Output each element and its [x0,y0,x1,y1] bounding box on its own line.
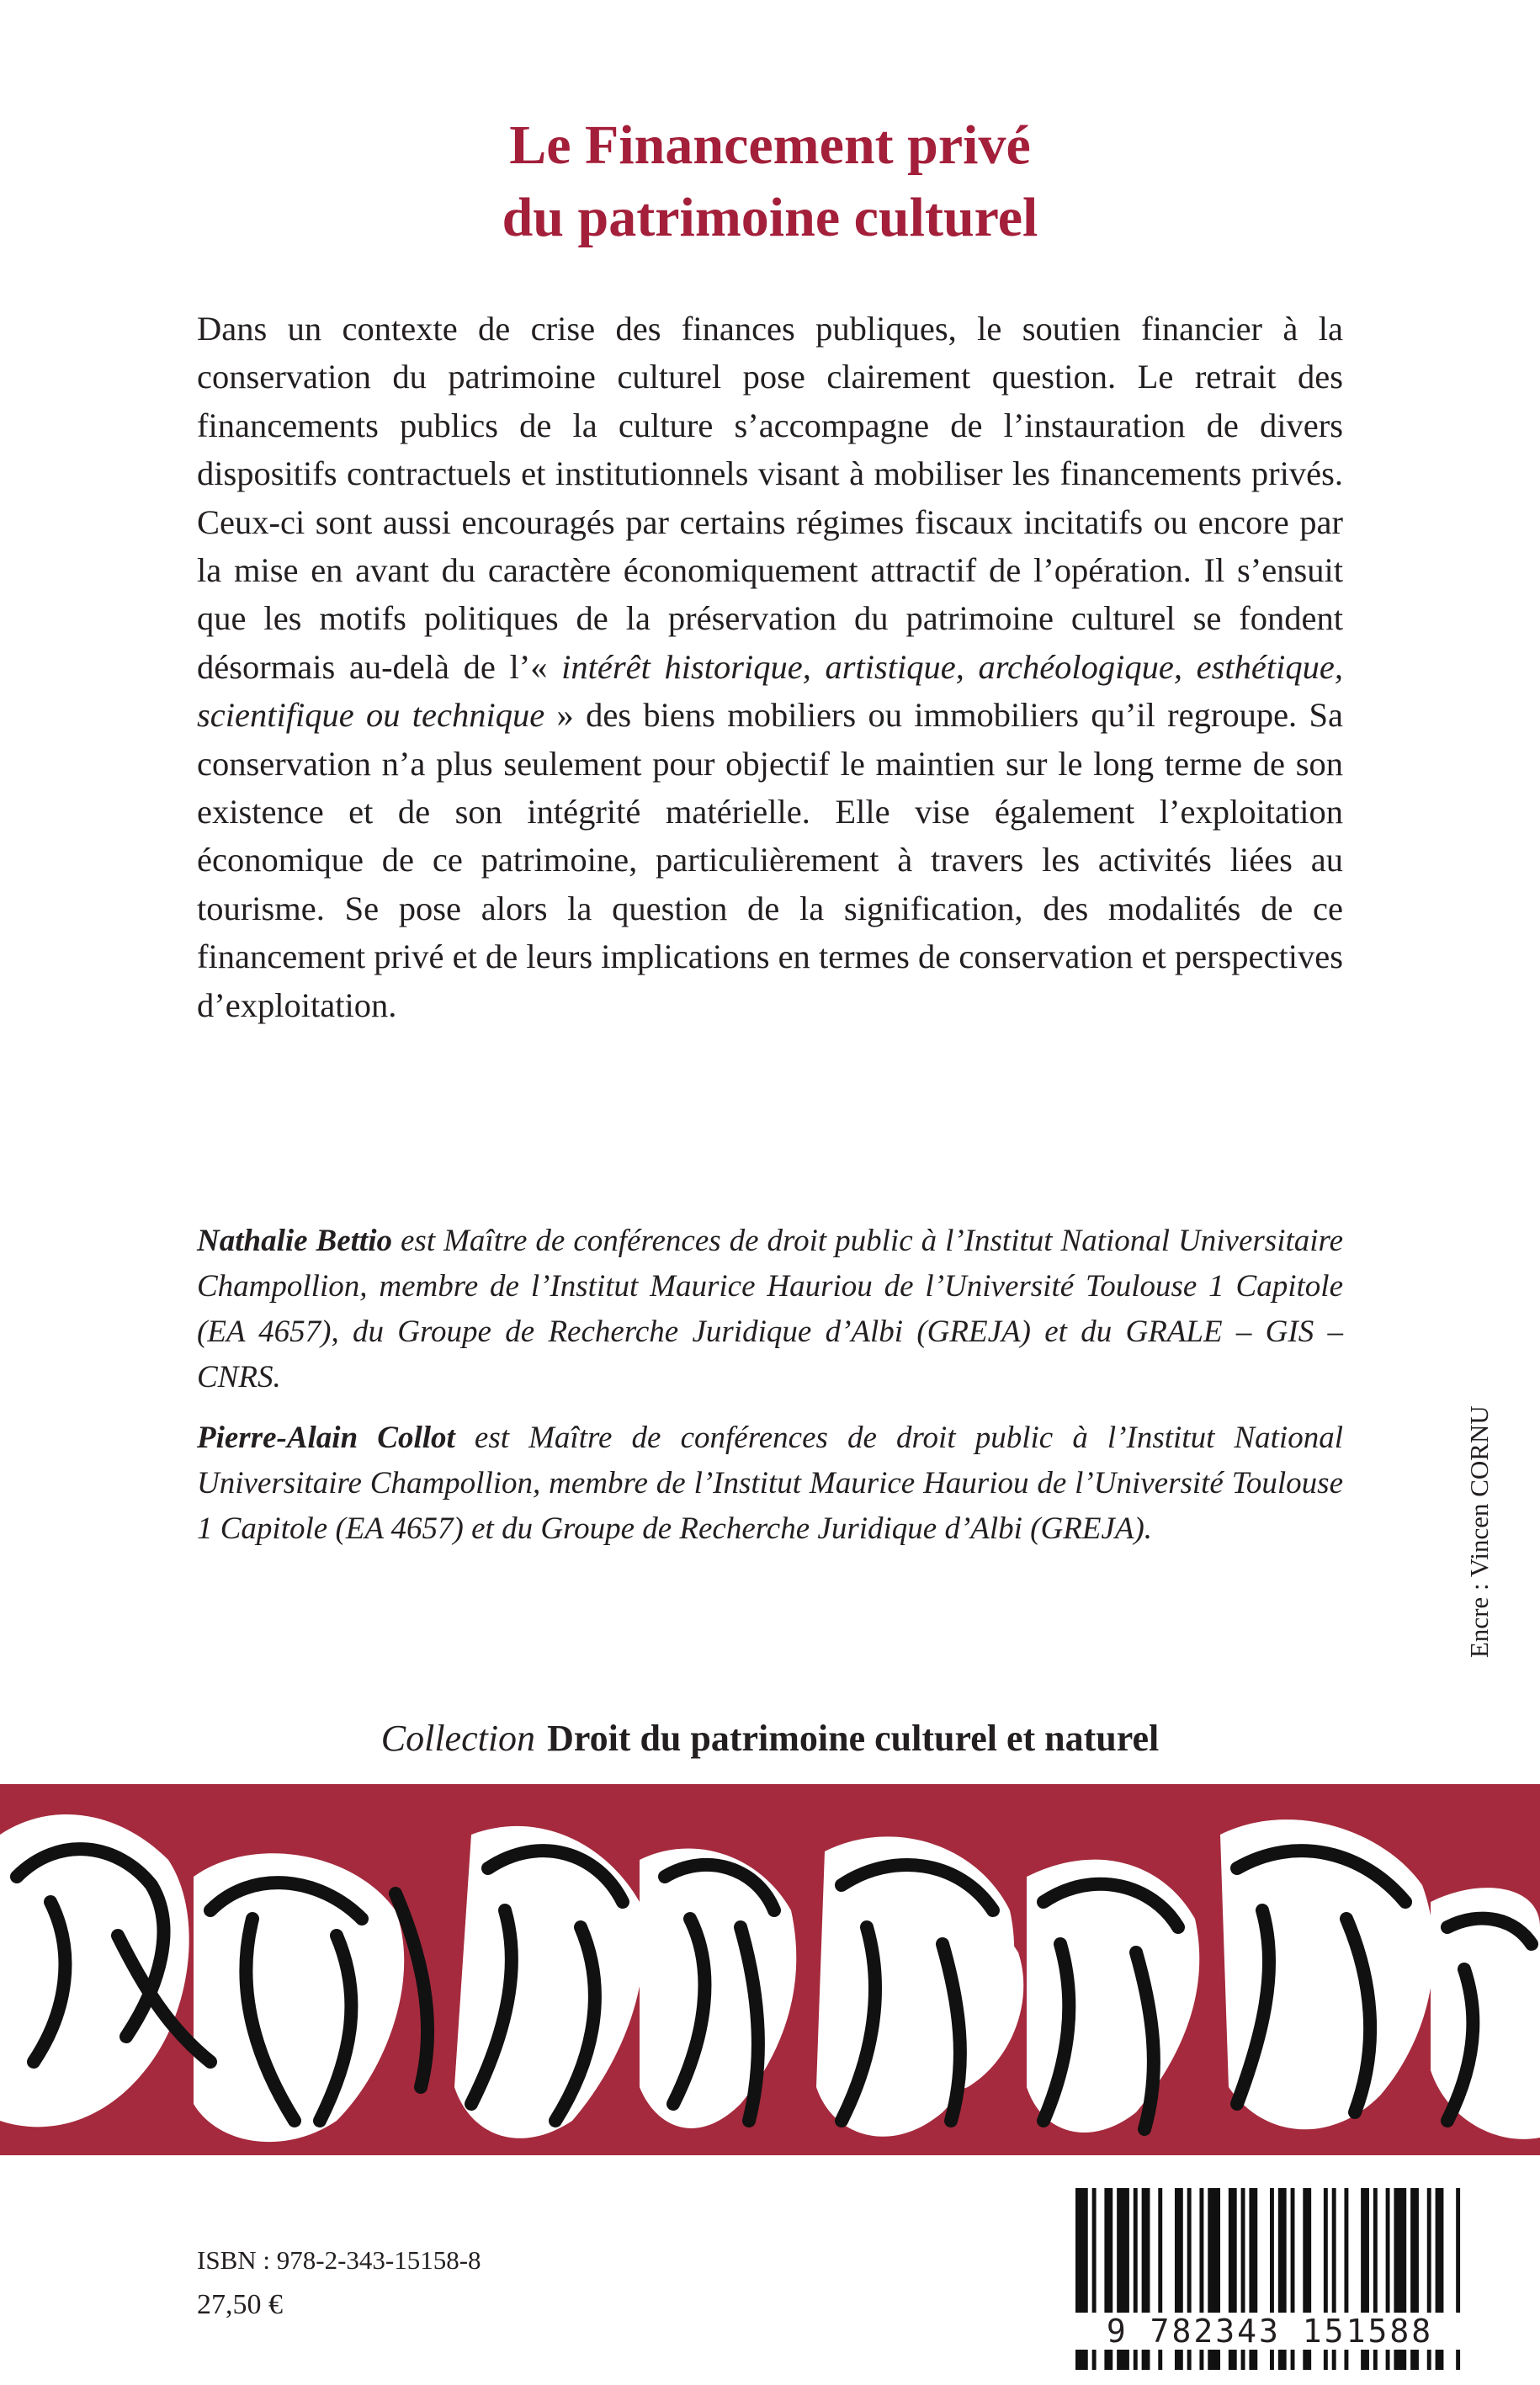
summary-text [197,305,1343,1029]
summary-quote: intérêt historique, artistique, archéologique, esthétique, scientifique ou technique [197,647,1343,735]
price: 27,50 € [197,2289,283,2320]
collection-label: Collection [380,1718,536,1759]
author-name-1: Nathalie Bettio [197,1224,392,1258]
illustration-credit: Encre : Vincen CORNU [1464,1405,1494,1658]
author-bio-2 [197,1416,1343,1552]
book-title-line-2: du patrimoine culturel [502,187,1038,248]
summary-part-2: » des biens mobiliers ou immobiliers qu’il regroupe. Sa conservation n’a plus seulement pour objectif le maintien sur le long terme de son existence et de son intégrité matérielle. Elle vise également l’exploitation économique de ce patrimoine, particulièrement à travers les activités liées au tourisme. Se pose alors la question de la signification, des modalités de ce financement privé et de leurs implications en termes de conservation et perspectives d’exploitation. [197,696,1343,1024]
author-bio-1 [197,1219,1343,1400]
author-bio-text-1: est Maître de conférences de droit public à l’Institut National Universitaire Champollion, membre de l’Institut Maurice Hauriou de l’Université Toulouse 1 Capitole (EA 4657), du Groupe de Recherche Juridique d’Albi (GREJA) et du GRALE – GIS – CNRS. [197,1224,1343,1394]
author-bios [197,1219,1343,1567]
collection-name: Droit du patrimoine culturel et naturel [547,1718,1160,1759]
book-title-line-1: Le Financement privé [509,114,1031,176]
isbn: ISBN : 978-2-343-15158-8 [197,2245,481,2275]
author-name-2: Pierre-Alain Collot [197,1421,455,1455]
collection-line [0,1717,1540,1760]
ink-illustration [0,1784,1540,2155]
summary-part-1: Dans un contexte de crise des finances publiques, le soutien financier à la conservation du patrimoine culturel pose clairement question. Le retrait des financements publics de la culture s’accompagne de l’instauration de divers dispositifs contractuels et institutionnels visant à mobiliser les financements privés. Ceux-ci sont aussi encouragés par certains régimes fiscaux incitatifs ou encore par la mise en avant du caractère économiquement attractif de l’opération. Il s’ensuit que les motifs politiques de la préservation du patrimoine culturel se fondent désormais au-delà de l’« [197,310,1343,686]
book-title [0,109,1540,254]
author-bio-text-2: est Maître de conférences de droit public à l’Institut National Universitaire Champollion, membre de l’Institut Maurice Hauriou de l’Université Toulouse 1 Capitole (EA 4657) et du Groupe de Recherche Juridique d’Albi (GREJA). [197,1421,1343,1546]
barcode-number: 9 782343 151588 [1075,2313,1464,2350]
